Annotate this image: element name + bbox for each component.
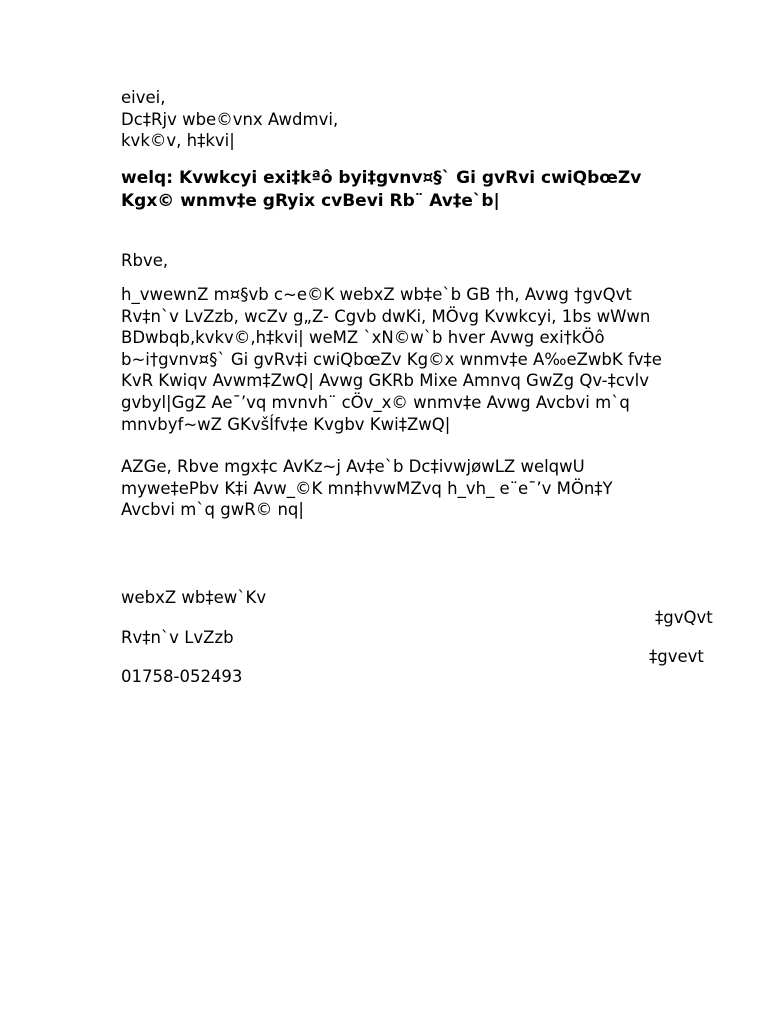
body-paragraph-1: h_vwewnZ m¤§vb c~e©K webxZ wb‡e`b GB †h, Avwg †gvQvt Rv‡n`v LvZzb, wcZv g„Z- Cgvb dwKi, MÖvg Kvwkcyi, 1bs wWwn BDwbqb,kvkv©,h‡kvi| weMZ `xN©w`b hver Avwg exi†kÖô b~i†gvnv¤§` Gi gvRv‡i cwiQbœZv Kg©x wnmv‡e A‰eZwbK fv‡e KvR Kwiqv Avwm‡ZwQ| Avwg GKRb Mixe Amnvq GwZg Qv-‡cvlv gvbyl|GgZ Ae¯’vq mvnvh¨ cÖv_x© wnmv‡e Avwg Avcbvi m`q mnvbyf~wZ GKvšÍfv‡e Kvgbv Kwi‡ZwQ| — [121, 285, 662, 434]
sender-name: Rv‡n`v LvZzb — [121, 628, 234, 647]
salutation: Rbve, — [121, 251, 169, 270]
closing-line: webxZ wb‡ew`Kv — [121, 588, 267, 607]
letter-subject: welq: Kvwkcyi exi‡kªô byi‡gvnv¤§` Gi gvRvi cwiQbœZv Kgx© wnmv‡e gRyix cvBevi Rb¨ Av‡e`b| — [121, 168, 642, 211]
mobile-label: ‡gvevt — [649, 647, 704, 666]
body-paragraph-2: AZGe, Rbve mgx‡c AvKz~j Av‡e`b Dc‡ivwjøwLZ welqwU mywe‡ePbv K‡i Avw_©K mn‡hvwMZvq h_vh_ e¨e¯’v MÖn‡Y Avcbvi m`q gwR© nq| — [121, 457, 613, 519]
sender-honorific: ‡gvQvt — [655, 608, 713, 627]
phone-number: 01758-052493 — [121, 667, 243, 686]
recipient-address: eivei, Dc‡Rjv wbe©vnx Awdmvi, kvk©v, h‡kvi| — [121, 88, 339, 150]
